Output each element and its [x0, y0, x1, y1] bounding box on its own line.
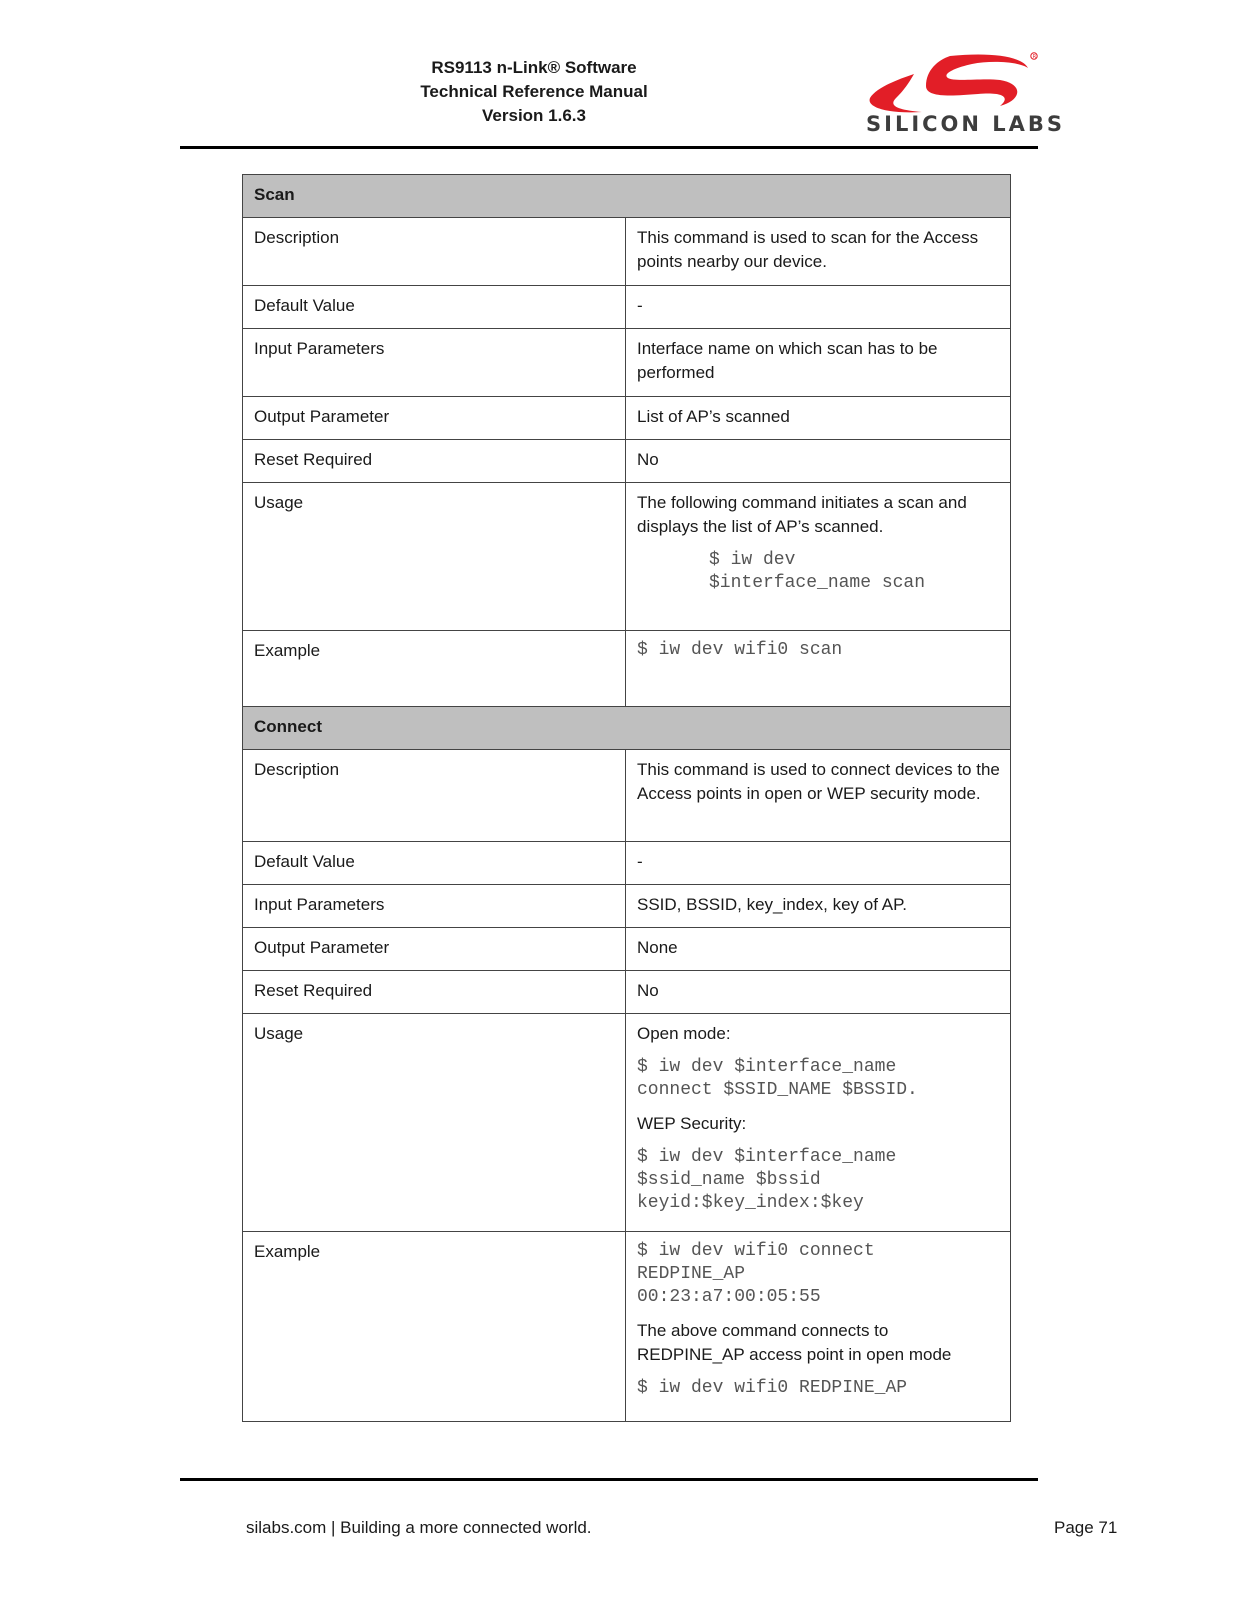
row-value: [626, 1014, 1011, 1232]
row-label: Default Value: [243, 286, 626, 329]
row-value: [626, 631, 1011, 707]
row-value: No: [626, 440, 1011, 483]
wep-security-code: $ iw dev $interface_name $ssid_name $bssid keyid:$key_index:$key: [637, 1147, 897, 1213]
row-label: Description: [243, 750, 626, 842]
table-row: [243, 286, 1011, 329]
section-header-scan: [243, 175, 1011, 218]
row-value: List of AP’s scanned: [626, 397, 1011, 440]
row-label: Example: [243, 1232, 626, 1422]
row-label: Usage: [243, 1014, 626, 1232]
logo-wordmark: SILICON LABS: [866, 112, 1066, 136]
command-table: [242, 174, 1011, 1422]
row-label: Input Parameters: [243, 329, 626, 397]
table-row: [243, 631, 1011, 707]
example-code: $ iw dev wifi0 connect REDPINE_AP 00:23:a7:00:05:55: [637, 1241, 875, 1307]
row-label: Output Parameter: [243, 928, 626, 971]
table-row: [243, 483, 1011, 631]
footer-rule: [180, 1478, 1038, 1481]
page-number: Page 71: [1054, 1518, 1118, 1537]
section-title: Connect: [243, 707, 1011, 750]
open-mode-code: $ iw dev $interface_name connect $SSID_NAME $BSSID.: [637, 1057, 918, 1100]
table-row: [243, 1232, 1011, 1422]
example-code-continued: $ iw dev wifi0 REDPINE_AP: [637, 1378, 908, 1398]
row-value: -: [626, 842, 1011, 885]
row-value: [626, 1232, 1011, 1422]
table-row: [243, 750, 1011, 842]
example-code: $ iw dev wifi0 scan: [637, 640, 843, 660]
row-label: Description: [243, 218, 626, 286]
table-row: [243, 885, 1011, 928]
table-row: [243, 440, 1011, 483]
open-mode-label: Open mode:: [637, 1024, 731, 1043]
header-rule: [180, 146, 1038, 149]
header-product: RS9113 n-Link® Software: [431, 58, 637, 77]
section-title: Scan: [243, 175, 1011, 218]
row-value: -: [626, 286, 1011, 329]
row-value: None: [626, 928, 1011, 971]
row-label: Output Parameter: [243, 397, 626, 440]
table-row: [243, 971, 1011, 1014]
row-label: Input Parameters: [243, 885, 626, 928]
row-value: [626, 483, 1011, 631]
row-value: This command is used to scan for the Access points nearby our device.: [626, 218, 1011, 286]
usage-code: $ iw dev $interface_name scan: [709, 550, 926, 593]
table-row: [243, 1014, 1011, 1232]
table-row: [243, 397, 1011, 440]
table-row: [243, 928, 1011, 971]
header-version: Version 1.6.3: [482, 106, 586, 125]
example-note: The above command connects to REDPINE_AP access point in open mode: [637, 1321, 952, 1364]
table-row: [243, 218, 1011, 286]
section-header-connect: [243, 707, 1011, 750]
row-value: No: [626, 971, 1011, 1014]
row-value: SSID, BSSID, key_index, key of AP.: [626, 885, 1011, 928]
row-label: Example: [243, 631, 626, 707]
row-label: Reset Required: [243, 971, 626, 1014]
header-manual-title: Technical Reference Manual: [420, 82, 648, 101]
svg-text:R: R: [1032, 54, 1037, 60]
usage-text: The following command initiates a scan and displays the list of AP’s scanned.: [637, 493, 967, 536]
row-label: Default Value: [243, 842, 626, 885]
row-value: This command is used to connect devices to the Access points in open or WEP security mode.: [626, 750, 1011, 842]
table-row: [243, 329, 1011, 397]
row-value: Interface name on which scan has to be performed: [626, 329, 1011, 397]
row-label: Usage: [243, 483, 626, 631]
table-row: [243, 842, 1011, 885]
row-label: Reset Required: [243, 440, 626, 483]
wep-security-label: WEP Security:: [637, 1114, 747, 1133]
footer-tagline: silabs.com | Building a more connected world.: [246, 1518, 592, 1537]
